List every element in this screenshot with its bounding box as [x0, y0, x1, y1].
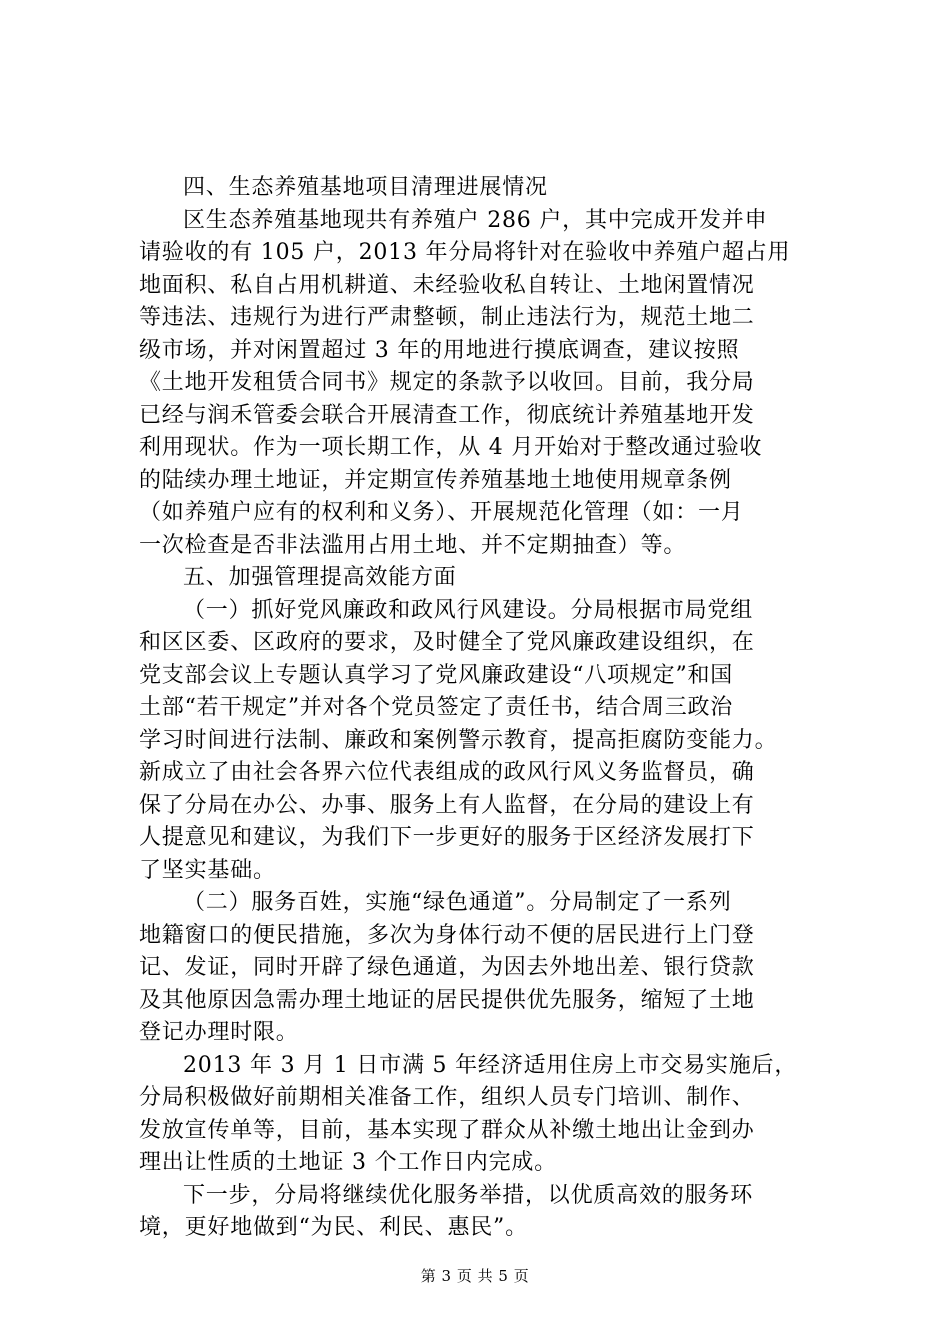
text-line: 了坚实基础。: [139, 857, 276, 883]
text-line: 境，更好地做到“为民、利民、惠民”。: [139, 1215, 528, 1240]
text-line: 学习时间进行法制、廉政和案例警示教育，提高拒腐防变能力。: [139, 727, 778, 753]
text-line: 地面积、私自占用机耕道、未经验收私自转让、土地闲置情况: [139, 272, 755, 298]
text-line: 保了分局在办公、办事、服务上有人监督，在分局的建设上有: [139, 792, 755, 818]
page-footer: 第 3 页 共 5 页: [420, 1267, 530, 1285]
text-line: （二）服务百姓，实施“绿色通道”。分局制定了一系列: [183, 890, 732, 915]
text-line: 已经与润禾管委会联合开展清查工作，彻底统计养殖基地开发: [139, 402, 755, 428]
text-line: 级市场，并对闲置超过 3 年的用地进行摸底调查，建议按照: [139, 337, 740, 363]
text-line: 理出让性质的土地证 3 个工作日内完成。: [139, 1150, 557, 1175]
text-line: 一次检查是否非法滥用占用土地、并不定期抽查）等。: [139, 532, 687, 558]
text-line: 请验收的有 105 户，2013 年分局将针对在验收中养殖户超占用: [139, 240, 791, 265]
text-line: （如养殖户应有的权利和义务）、开展规范化管理（如：一月: [139, 500, 744, 525]
text-line: 人提意见和建议，为我们下一步更好的服务于区经济发展打下: [139, 825, 755, 850]
text-line: 的陆续办理土地证，并定期宣传养殖基地土地使用规章条例: [139, 467, 732, 493]
text-line: 地籍窗口的便民措施，多次为身体行动不便的居民进行上门登: [139, 922, 755, 948]
text-line: 五、加强管理提高效能方面: [183, 565, 457, 590]
text-line: 新成立了由社会各界六位代表组成的政风行风义务监督员，确: [139, 760, 755, 785]
text-line: 《土地开发租赁合同书》规定的条款予以收回。目前，我分局: [139, 370, 755, 395]
text-line: 区生态养殖基地现共有养殖户 286 户，其中完成开发并申: [183, 207, 768, 233]
text-line: 等违法、违规行为进行严肃整顿，制止违法行为，规范土地二: [139, 305, 755, 330]
text-line: 党支部会议上专题认真学习了党风廉政建设“八项规定”和国: [139, 662, 734, 688]
document-body: [139, 172, 839, 1245]
text-line: 及其他原因急需办理土地证的居民提供优先服务，缩短了土地: [139, 987, 755, 1013]
text-line: 分局积极做好前期相关准备工作，组织人员专门培训、制作、: [139, 1085, 755, 1110]
text-line: 土部“若干规定”并对各个党员签定了责任书，结合周三政治: [139, 695, 734, 720]
text-line: 登记办理时限。: [139, 1020, 299, 1045]
text-line: 和区区委、区政府的要求，及时健全了党风廉政建设组织，在: [139, 630, 755, 655]
text-line: （一）抓好党风廉政和政风行风建设。分局根据市局党组: [183, 597, 754, 623]
text-line: 2013 年 3 月 1 日市满 5 年经济适用住房上市交易实施后，: [183, 1052, 798, 1078]
text-line: 利用现状。作为一项长期工作，从 4 月开始对于整改通过验收: [139, 435, 763, 460]
text-line: 发放宣传单等，目前，基本实现了群众从补缴土地出让金到办: [139, 1117, 755, 1143]
text-line: 记、发证，同时开辟了绿色通道，为因去外地出差、银行贷款: [139, 955, 755, 980]
text-line: 四、生态养殖基地项目清理进展情况: [183, 175, 548, 200]
text-line: 下一步，分局将继续优化服务举措，以优质高效的服务环: [183, 1182, 754, 1208]
